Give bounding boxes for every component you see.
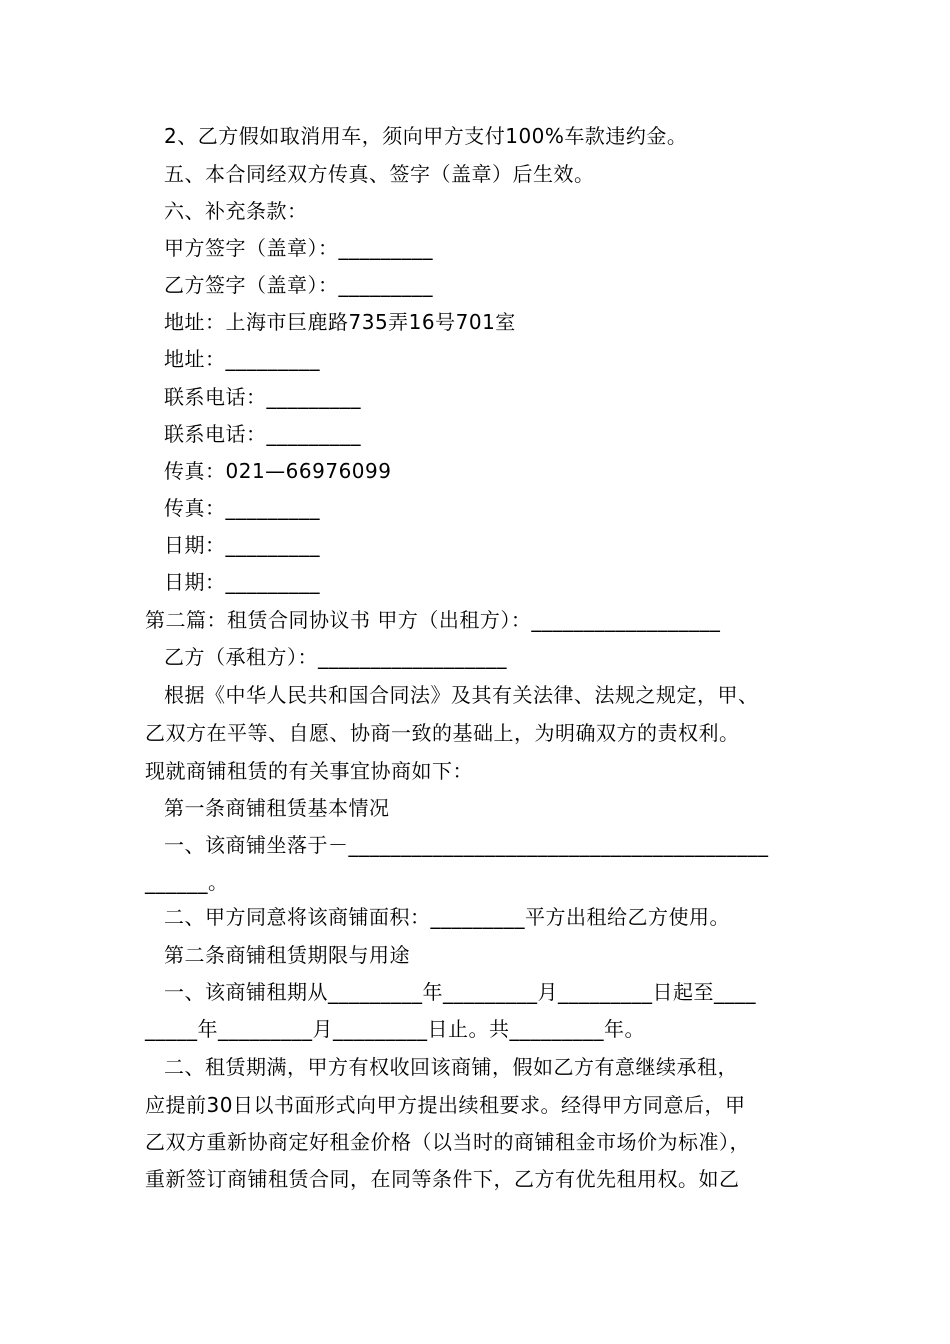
clause-effective: 五、本合同经双方传真、签字（盖章）后生效。 (164, 162, 595, 186)
body-text: 重新签订商铺租赁合同，在同等条件下，乙方有优先租用权。如乙 (145, 1167, 740, 1191)
fax-line: 传真：021—66976099 (164, 459, 392, 483)
body-text: ______。 (145, 870, 229, 894)
body-text: 乙双方重新协商定好租金价格（以当时的商铺租金市场价为标准）， (145, 1130, 750, 1154)
party-a-signature: 甲方签字（盖章）：_________ (164, 236, 433, 260)
body-text: 根据《中华人民共和国合同法》及其有关法律、法规之规定，甲、 (164, 683, 759, 707)
clause-cancellation-penalty: 2、乙方假如取消用车，须向甲方支付100%车款违约金。 (164, 124, 688, 148)
address-line: 地址：上海市巨鹿路735弄16号701室 (164, 310, 516, 334)
phone-line: 联系电话：_________ (164, 385, 361, 409)
body-text: 现就商铺租赁的有关事宜协商如下： (145, 759, 473, 783)
body-text: 二、甲方同意将该商铺面积：_________平方出租给乙方使用。 (164, 905, 730, 929)
body-text: 应提前30日以书面形式向甲方提出续租要求。经得甲方同意后，甲 (145, 1093, 746, 1117)
party-b-signature: 乙方签字（盖章）：_________ (164, 273, 433, 297)
section-title: 第二篇：租赁合同协议书 甲方（出租方）：__________________ (145, 608, 721, 632)
date-line: 日期：_________ (164, 533, 320, 557)
body-text: 二、租赁期满，甲方有权收回该商铺，假如乙方有意继续承租， (164, 1055, 738, 1079)
body-text: 一、该商铺坐落于－________________________________________ (164, 833, 769, 857)
article-heading: 第二条商铺租赁期限与用途 (164, 943, 410, 967)
clause-supplementary: 六、补充条款： (164, 199, 308, 223)
body-text: 乙双方在平等、自愿、协商一致的基础上，为明确双方的责权利。 (145, 721, 740, 745)
address-line: 地址：_________ (164, 347, 320, 371)
fax-line: 传真：_________ (164, 496, 320, 520)
article-heading: 第一条商铺租赁基本情况 (164, 796, 390, 820)
body-text: _____年_________月_________日止。共_________年。 (145, 1017, 645, 1041)
phone-line: 联系电话：_________ (164, 422, 361, 446)
lessee-line: 乙方（承租方）：__________________ (164, 645, 507, 669)
date-line: 日期：_________ (164, 570, 320, 594)
body-text: 一、该商铺租期从_________年_________月_________日起至____ (164, 980, 756, 1004)
